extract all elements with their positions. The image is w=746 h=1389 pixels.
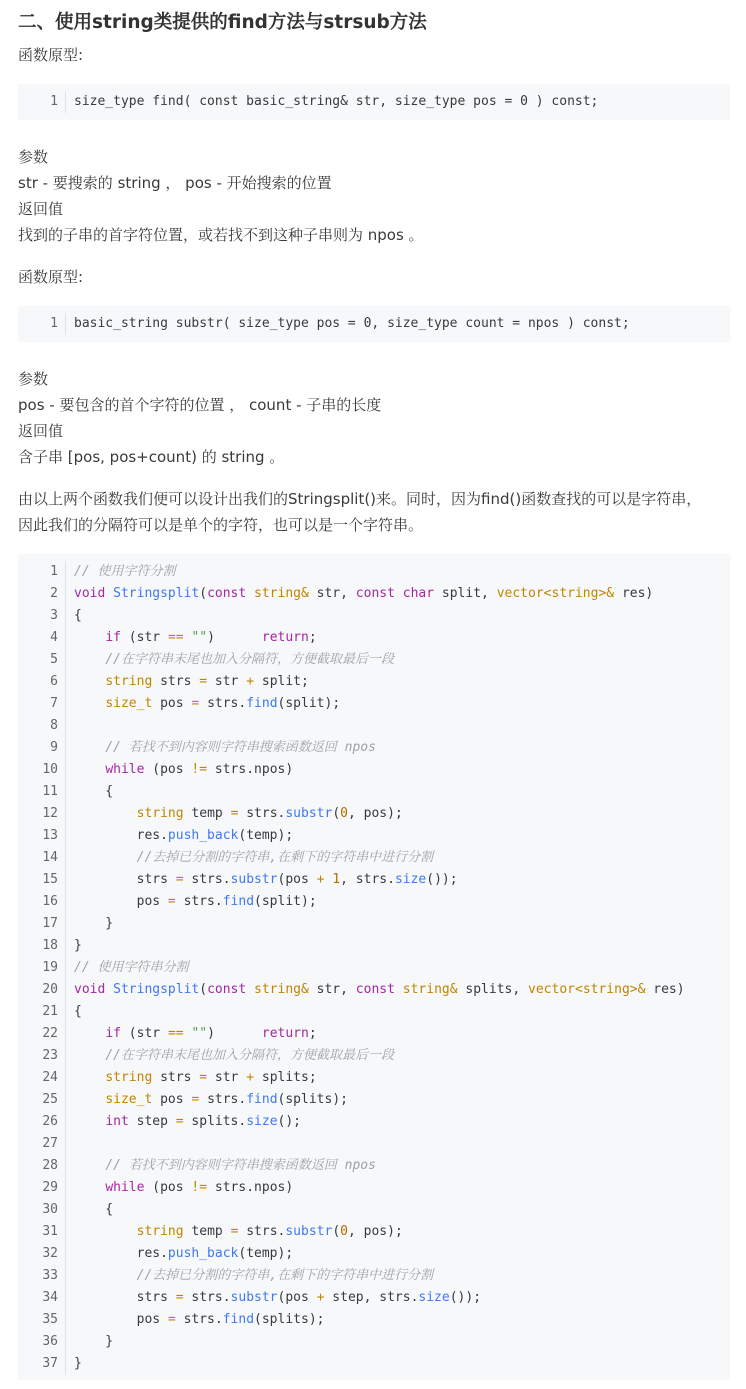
code-text: }	[74, 938, 82, 953]
code-line	[18, 715, 730, 737]
code-text: // 若找不到内容则字符串搜索函数返回 npos	[105, 740, 376, 755]
code-text: // 使用字符分割	[74, 564, 176, 579]
code-text: if (str == "") return;	[105, 1026, 317, 1041]
code-text: {	[74, 608, 82, 623]
code-line	[18, 605, 730, 627]
code-text: string strs = str + split;	[105, 674, 309, 689]
code-text: size_t pos = strs.find(splits);	[105, 1092, 348, 1107]
line-number: 36	[42, 1334, 58, 1349]
line-number: 7	[50, 696, 58, 711]
code-line	[18, 825, 730, 847]
code-line	[18, 313, 730, 335]
substr-prototype-code	[18, 306, 730, 342]
line-number: 1	[50, 316, 58, 331]
code-line	[18, 1243, 730, 1265]
code-line	[18, 1045, 730, 1067]
code-text: {	[74, 1202, 114, 1217]
line-number: 1	[50, 564, 58, 579]
code-line	[18, 1067, 730, 1089]
line-number: 3	[50, 608, 58, 623]
return-title: 返回值	[18, 200, 64, 218]
code-line	[18, 671, 730, 693]
stringsplit-code-block	[18, 554, 730, 1380]
code-text: string temp = strs.substr(0, pos);	[136, 806, 403, 821]
code-text: res.push_back(temp);	[74, 828, 294, 843]
section-heading: 二、使用string类提供的find方法与strsub方法	[18, 12, 427, 33]
line-number: 23	[42, 1048, 58, 1063]
code-line	[18, 781, 730, 803]
code-text: //去掉已分割的字符串,在剩下的字符串中进行分割	[136, 1268, 434, 1283]
line-number: 27	[42, 1136, 58, 1151]
code-text: // 使用字符串分割	[74, 960, 189, 975]
code-line	[18, 759, 730, 781]
code-line	[18, 935, 730, 957]
line-number: 11	[42, 784, 58, 799]
code-line	[18, 91, 730, 113]
find-prototype-code	[18, 84, 730, 120]
code-text: //在字符串末尾也加入分隔符，方便截取最后一段	[105, 1048, 394, 1063]
code-text: {	[74, 784, 114, 799]
intro-paragraph-line2: 因此我们的分隔符可以是单个的字符，也可以是一个字符串。	[18, 516, 424, 534]
code-line	[18, 1111, 730, 1133]
params-desc: pos - 要包含的首个字符的位置 ， count - 子串的长度	[18, 396, 382, 414]
line-number: 6	[50, 674, 58, 689]
line-number: 14	[42, 850, 58, 865]
return-title: 返回值	[18, 422, 64, 440]
line-number: 24	[42, 1070, 58, 1085]
code-line	[18, 1353, 730, 1375]
line-number: 10	[42, 762, 58, 777]
code-text: //在字符串末尾也加入分隔符，方便截取最后一段	[105, 652, 394, 667]
code-text: res.push_back(temp);	[74, 1246, 294, 1261]
line-number: 20	[42, 982, 58, 997]
code-line	[18, 1155, 730, 1177]
line-number: 32	[42, 1246, 58, 1261]
code-line	[18, 913, 730, 935]
line-number: 30	[42, 1202, 58, 1217]
code-line	[18, 1331, 730, 1353]
code-text: // 若找不到内容则字符串搜索函数返回 npos	[105, 1158, 376, 1173]
code-text: basic_string substr( size_type pos = 0, size_type count = npos ) const;	[74, 316, 630, 331]
line-number: 4	[50, 630, 58, 645]
line-number: 5	[50, 652, 58, 667]
code-line	[18, 561, 730, 583]
line-number: 1	[50, 94, 58, 109]
code-line	[18, 957, 730, 979]
code-text: pos = strs.find(split);	[74, 894, 317, 909]
code-line	[18, 1265, 730, 1287]
code-line	[18, 847, 730, 869]
line-number: 17	[42, 916, 58, 931]
code-line	[18, 583, 730, 605]
code-line	[18, 737, 730, 759]
code-text: void Stringsplit(const string& str, const string& splits, vector<string>& res)	[74, 982, 685, 997]
code-text: string temp = strs.substr(0, pos);	[136, 1224, 403, 1239]
code-text: //去掉已分割的字符串,在剩下的字符串中进行分割	[136, 850, 434, 865]
code-line	[18, 1287, 730, 1309]
code-line	[18, 869, 730, 891]
params-title: 参数	[18, 148, 49, 166]
line-number: 19	[42, 960, 58, 975]
line-number: 21	[42, 1004, 58, 1019]
code-line	[18, 1309, 730, 1331]
line-number: 26	[42, 1114, 58, 1129]
code-text: {	[74, 1004, 82, 1019]
intro-paragraph-line1: 由以上两个函数我们便可以设计出我们的Stringsplit()来。同时，因为find()函数查找的可以是字符串，	[18, 490, 702, 508]
line-number: 25	[42, 1092, 58, 1107]
prototype-label: 函数原型:	[18, 268, 84, 286]
code-line	[18, 1089, 730, 1111]
code-line	[18, 979, 730, 1001]
code-text: strs = strs.substr(pos + step, strs.size());	[74, 1290, 482, 1305]
line-number: 37	[42, 1356, 58, 1371]
code-text: while (pos != strs.npos)	[105, 1180, 294, 1195]
code-text: int step = splits.size();	[105, 1114, 302, 1129]
code-line	[18, 1199, 730, 1221]
line-number: 18	[42, 938, 58, 953]
code-line	[18, 1001, 730, 1023]
prototype-label: 函数原型:	[18, 46, 84, 64]
code-line	[18, 1177, 730, 1199]
code-text: }	[74, 1334, 114, 1349]
line-number: 9	[50, 740, 58, 755]
code-line	[18, 693, 730, 715]
line-number: 12	[42, 806, 58, 821]
code-line	[18, 1133, 730, 1155]
code-text: while (pos != strs.npos)	[105, 762, 294, 777]
code-text: }	[74, 916, 114, 931]
line-number: 13	[42, 828, 58, 843]
params-title: 参数	[18, 370, 49, 388]
code-text: }	[74, 1356, 82, 1371]
line-number: 8	[50, 718, 58, 733]
code-text: strs = strs.substr(pos + 1, strs.size());	[74, 872, 458, 887]
line-number: 2	[50, 586, 58, 601]
return-desc: 找到的子串的首字符位置，或若找不到这种子串则为 npos 。	[18, 226, 424, 244]
line-number: 35	[42, 1312, 58, 1327]
code-text: size_type find( const basic_string& str, size_type pos = 0 ) const;	[74, 94, 599, 109]
line-number: 22	[42, 1026, 58, 1041]
code-line	[18, 649, 730, 671]
code-text: void Stringsplit(const string& str, const char split, vector<string>& res)	[74, 586, 654, 601]
code-line	[18, 891, 730, 913]
return-desc: 含子串 [pos, pos+count) 的 string 。	[18, 448, 285, 466]
code-line	[18, 627, 730, 649]
params-desc: str - 要搜索的 string ， pos - 开始搜索的位置	[18, 174, 332, 192]
code-text: if (str == "") return;	[105, 630, 317, 645]
code-line	[18, 1023, 730, 1045]
line-number: 28	[42, 1158, 58, 1173]
line-number: 33	[42, 1268, 58, 1283]
line-number: 34	[42, 1290, 58, 1305]
code-text: string strs = str + splits;	[105, 1070, 317, 1085]
code-line	[18, 1221, 730, 1243]
code-text: pos = strs.find(splits);	[74, 1312, 325, 1327]
code-line	[18, 803, 730, 825]
line-number: 31	[42, 1224, 58, 1239]
line-number: 29	[42, 1180, 58, 1195]
line-number: 15	[42, 872, 58, 887]
code-text: size_t pos = strs.find(split);	[105, 696, 341, 711]
line-number: 16	[42, 894, 58, 909]
